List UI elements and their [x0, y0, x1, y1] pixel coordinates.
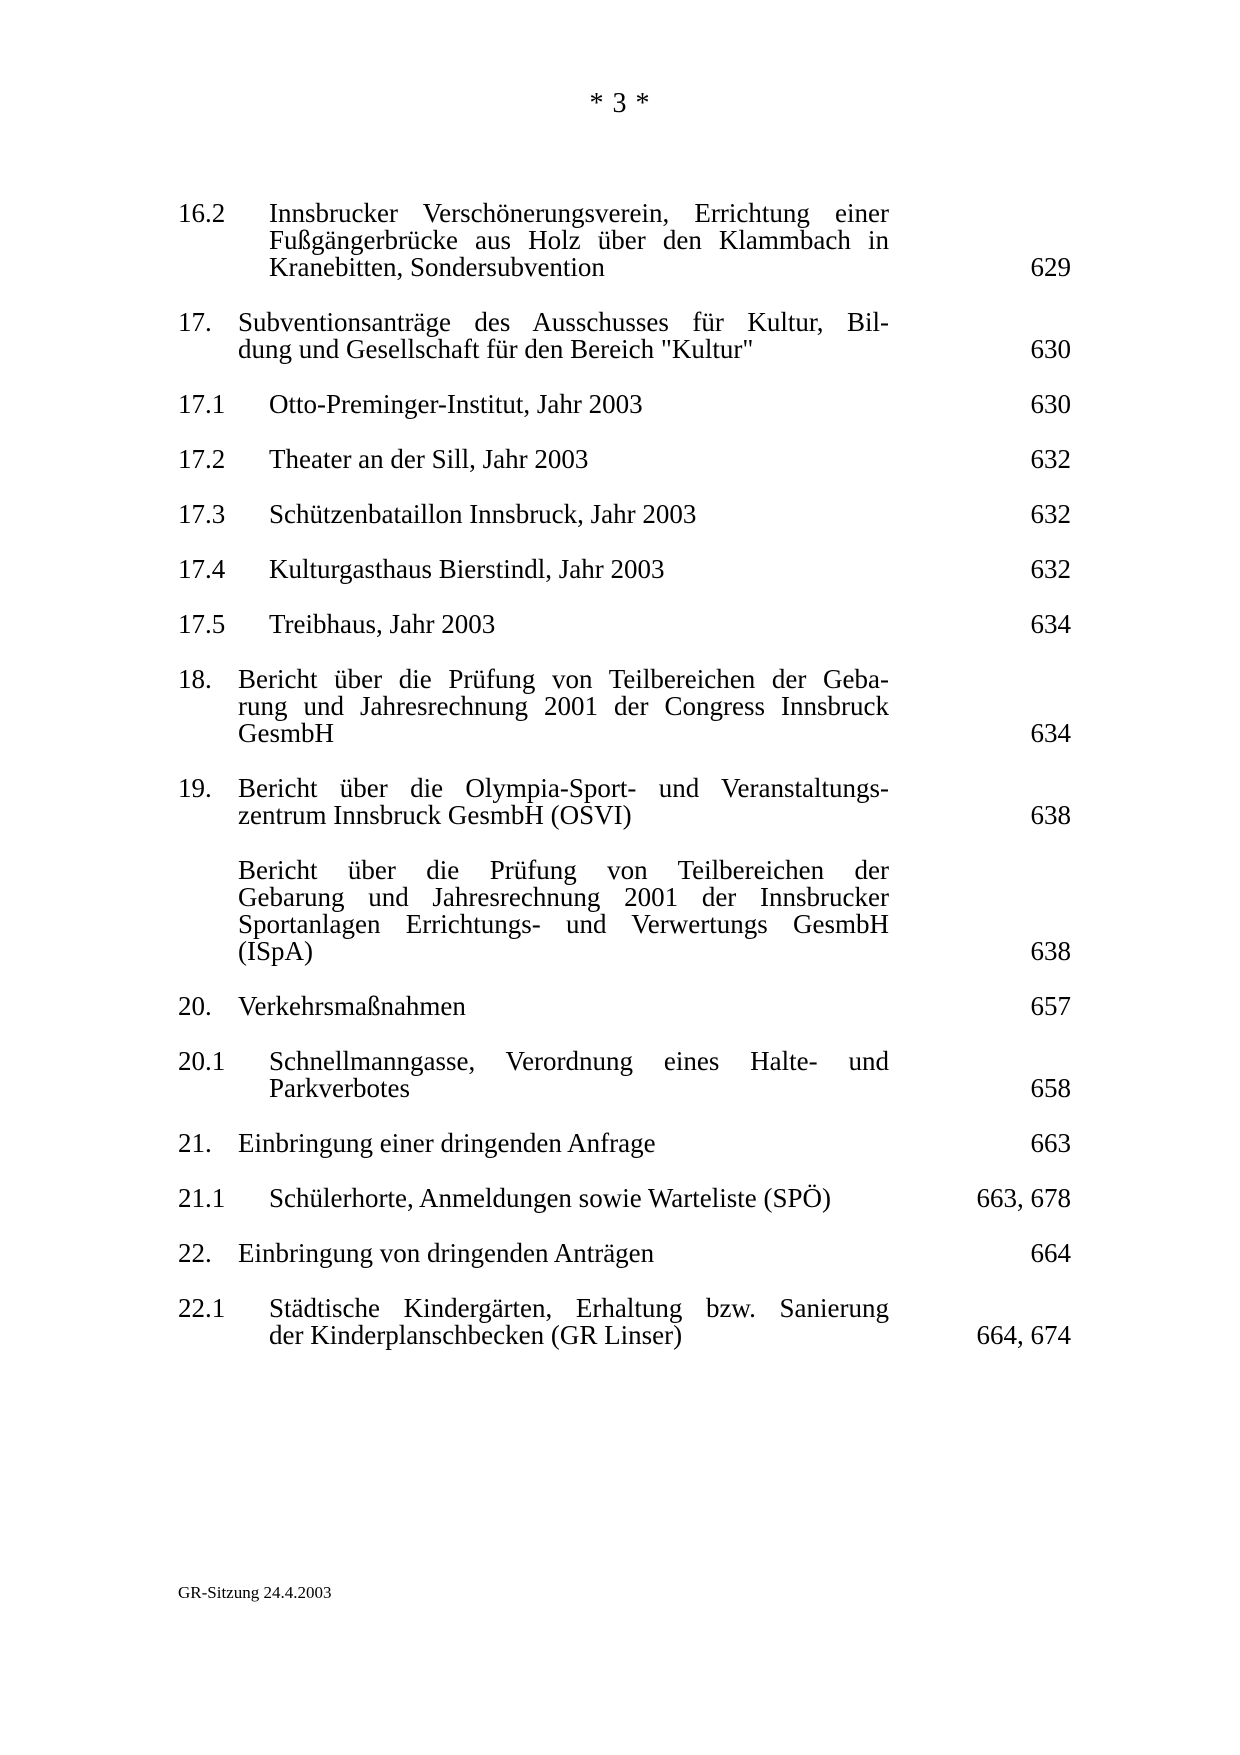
toc-entry-page: 658 [1030, 1073, 1071, 1103]
toc-entry-number: 21.1 [178, 1183, 226, 1213]
toc-entry-title-line: Einbringung von dringenden Anträgen [238, 1238, 655, 1268]
toc-entry-title-line: Treibhaus, Jahr 2003 [269, 609, 496, 639]
toc-entry-title [269, 1185, 889, 1212]
toc-entry-page: 632 [1030, 499, 1071, 529]
toc-entry-title-line: Fußgängerbrücke aus Holz über den Klammbach in [269, 225, 889, 255]
toc-entry-page: 663, 678 [976, 1183, 1071, 1213]
toc-entry-page: 638 [1030, 800, 1071, 830]
toc-entry-title [269, 1048, 889, 1102]
toc-entry-title [238, 1130, 889, 1157]
toc-entry-page: 632 [1030, 554, 1071, 584]
toc-entry-title [238, 857, 889, 965]
toc-entry-title-line: Otto-Preminger-Institut, Jahr 2003 [269, 389, 643, 419]
toc-entry-title-line: Schnellmanngasse, Verordnung eines Halte- und [269, 1046, 889, 1076]
toc-entry-title [269, 501, 889, 528]
toc-entry-number: 17.4 [178, 554, 226, 584]
toc-entry-title-line: Kulturgasthaus Bierstindl, Jahr 2003 [269, 554, 665, 584]
toc-entry-number: 17.3 [178, 499, 226, 529]
toc-entry-title-line: Subventionsanträge des Ausschusses für Kultur, Bil- [238, 307, 889, 337]
toc-entry [178, 993, 1071, 1020]
toc-entry-page: 664, 674 [976, 1320, 1071, 1350]
toc-entry-number: 17. [178, 307, 212, 337]
toc-entry [178, 391, 1071, 418]
toc-entry-title-line: Sportanlagen Errichtungs- und Verwertungs GesmbH [238, 909, 889, 939]
toc-entry [178, 857, 1071, 965]
toc-entry-title-line: Bericht über die Olympia-Sport- und Veranstaltungs- [238, 773, 889, 803]
toc-entry-number: 20.1 [178, 1046, 226, 1076]
toc-entry [178, 501, 1071, 528]
toc-entry-number: 17.1 [178, 389, 226, 419]
toc-entry [178, 666, 1071, 747]
toc-entry [178, 775, 1071, 829]
toc-entry [178, 556, 1071, 583]
toc-entry [178, 200, 1071, 281]
toc-entry-page: 630 [1030, 389, 1071, 419]
toc-entry-number: 21. [178, 1128, 212, 1158]
toc-entry-title [269, 446, 889, 473]
toc-entry-page: 629 [1030, 252, 1071, 282]
toc-entry-title-line: Kranebitten, Sondersubvention [269, 252, 605, 282]
toc-entry-title-line: Innsbrucker Verschönerungsverein, Errichtung einer [269, 198, 889, 228]
toc-entry-page: 634 [1030, 718, 1071, 748]
toc-entry [178, 611, 1071, 638]
page-number: * 3 * [589, 88, 651, 119]
toc-entry-page: 663 [1030, 1128, 1071, 1158]
toc-entry [178, 1048, 1071, 1102]
toc-entry-title-line: Schülerhorte, Anmeldungen sowie Warteliste (SPÖ) [269, 1183, 831, 1213]
toc-entry-title [269, 611, 889, 638]
toc-entry [178, 309, 1071, 363]
toc-entry-number: 17.5 [178, 609, 226, 639]
toc-entry [178, 1295, 1071, 1349]
toc-entry-title [269, 1295, 889, 1349]
toc-entry-page: 638 [1030, 936, 1071, 966]
toc-entry-title [269, 556, 889, 583]
toc-entry-title [238, 993, 889, 1020]
toc-entry-title [238, 666, 889, 747]
toc-entry-number: 22. [178, 1238, 212, 1268]
toc-entry-page: 634 [1030, 609, 1071, 639]
toc-entry-number: 18. [178, 664, 212, 694]
toc-entry-title-line: der Kinderplanschbecken (GR Linser) [269, 1320, 683, 1350]
toc-entry-page: 630 [1030, 334, 1071, 364]
toc-entry-title-line: GesmbH [238, 718, 334, 748]
toc-entry-title-line: Einbringung einer dringenden Anfrage [238, 1128, 656, 1158]
toc-entry [178, 446, 1071, 473]
toc-entry-number: 17.2 [178, 444, 226, 474]
toc-entry [178, 1185, 1071, 1212]
toc-entry-title-line: Gebarung und Jahresrechnung 2001 der Innsbrucker [238, 882, 889, 912]
toc-entry-page: 664 [1030, 1238, 1071, 1268]
toc-entry-title [238, 309, 889, 363]
toc-entry [178, 1240, 1071, 1267]
toc-entry-title-line: zentrum Innsbruck GesmbH (OSVI) [238, 800, 632, 830]
toc-entry-title-line: Städtische Kindergärten, Erhaltung bzw. Sanierung [269, 1293, 889, 1323]
toc-entry-page: 632 [1030, 444, 1071, 474]
toc-entry-title [269, 391, 889, 418]
toc-entry [178, 1130, 1071, 1157]
toc-entry-number: 16.2 [178, 198, 226, 228]
toc-entry-title-line: Parkverbotes [269, 1073, 410, 1103]
toc-entry-title-line: Bericht über die Prüfung von Teilbereichen der Geba- [238, 664, 889, 694]
toc-entry-title-line: Theater an der Sill, Jahr 2003 [269, 444, 589, 474]
toc-entry-title-line: rung und Jahresrechnung 2001 der Congress Innsbruck [238, 691, 889, 721]
toc-entry-number: 20. [178, 991, 212, 1021]
toc-entry-title [238, 775, 889, 829]
toc-entry-title [238, 1240, 889, 1267]
toc-entry-title-line: (ISpA) [238, 936, 313, 966]
toc-entry-number: 22.1 [178, 1293, 226, 1323]
toc-entry-page: 657 [1030, 991, 1071, 1021]
toc-entry-title [269, 200, 889, 281]
toc-entry-title-line: dung und Gesellschaft für den Bereich "Kultur" [238, 334, 754, 364]
footer-session-date: GR-Sitzung 24.4.2003 [178, 1583, 332, 1602]
table-of-contents [178, 200, 1071, 1377]
toc-entry-title-line: Bericht über die Prüfung von Teilbereichen der [238, 855, 889, 885]
toc-entry-title-line: Schützenbataillon Innsbruck, Jahr 2003 [269, 499, 697, 529]
toc-entry-number: 19. [178, 773, 212, 803]
toc-entry-title-line: Verkehrsmaßnahmen [238, 991, 466, 1021]
